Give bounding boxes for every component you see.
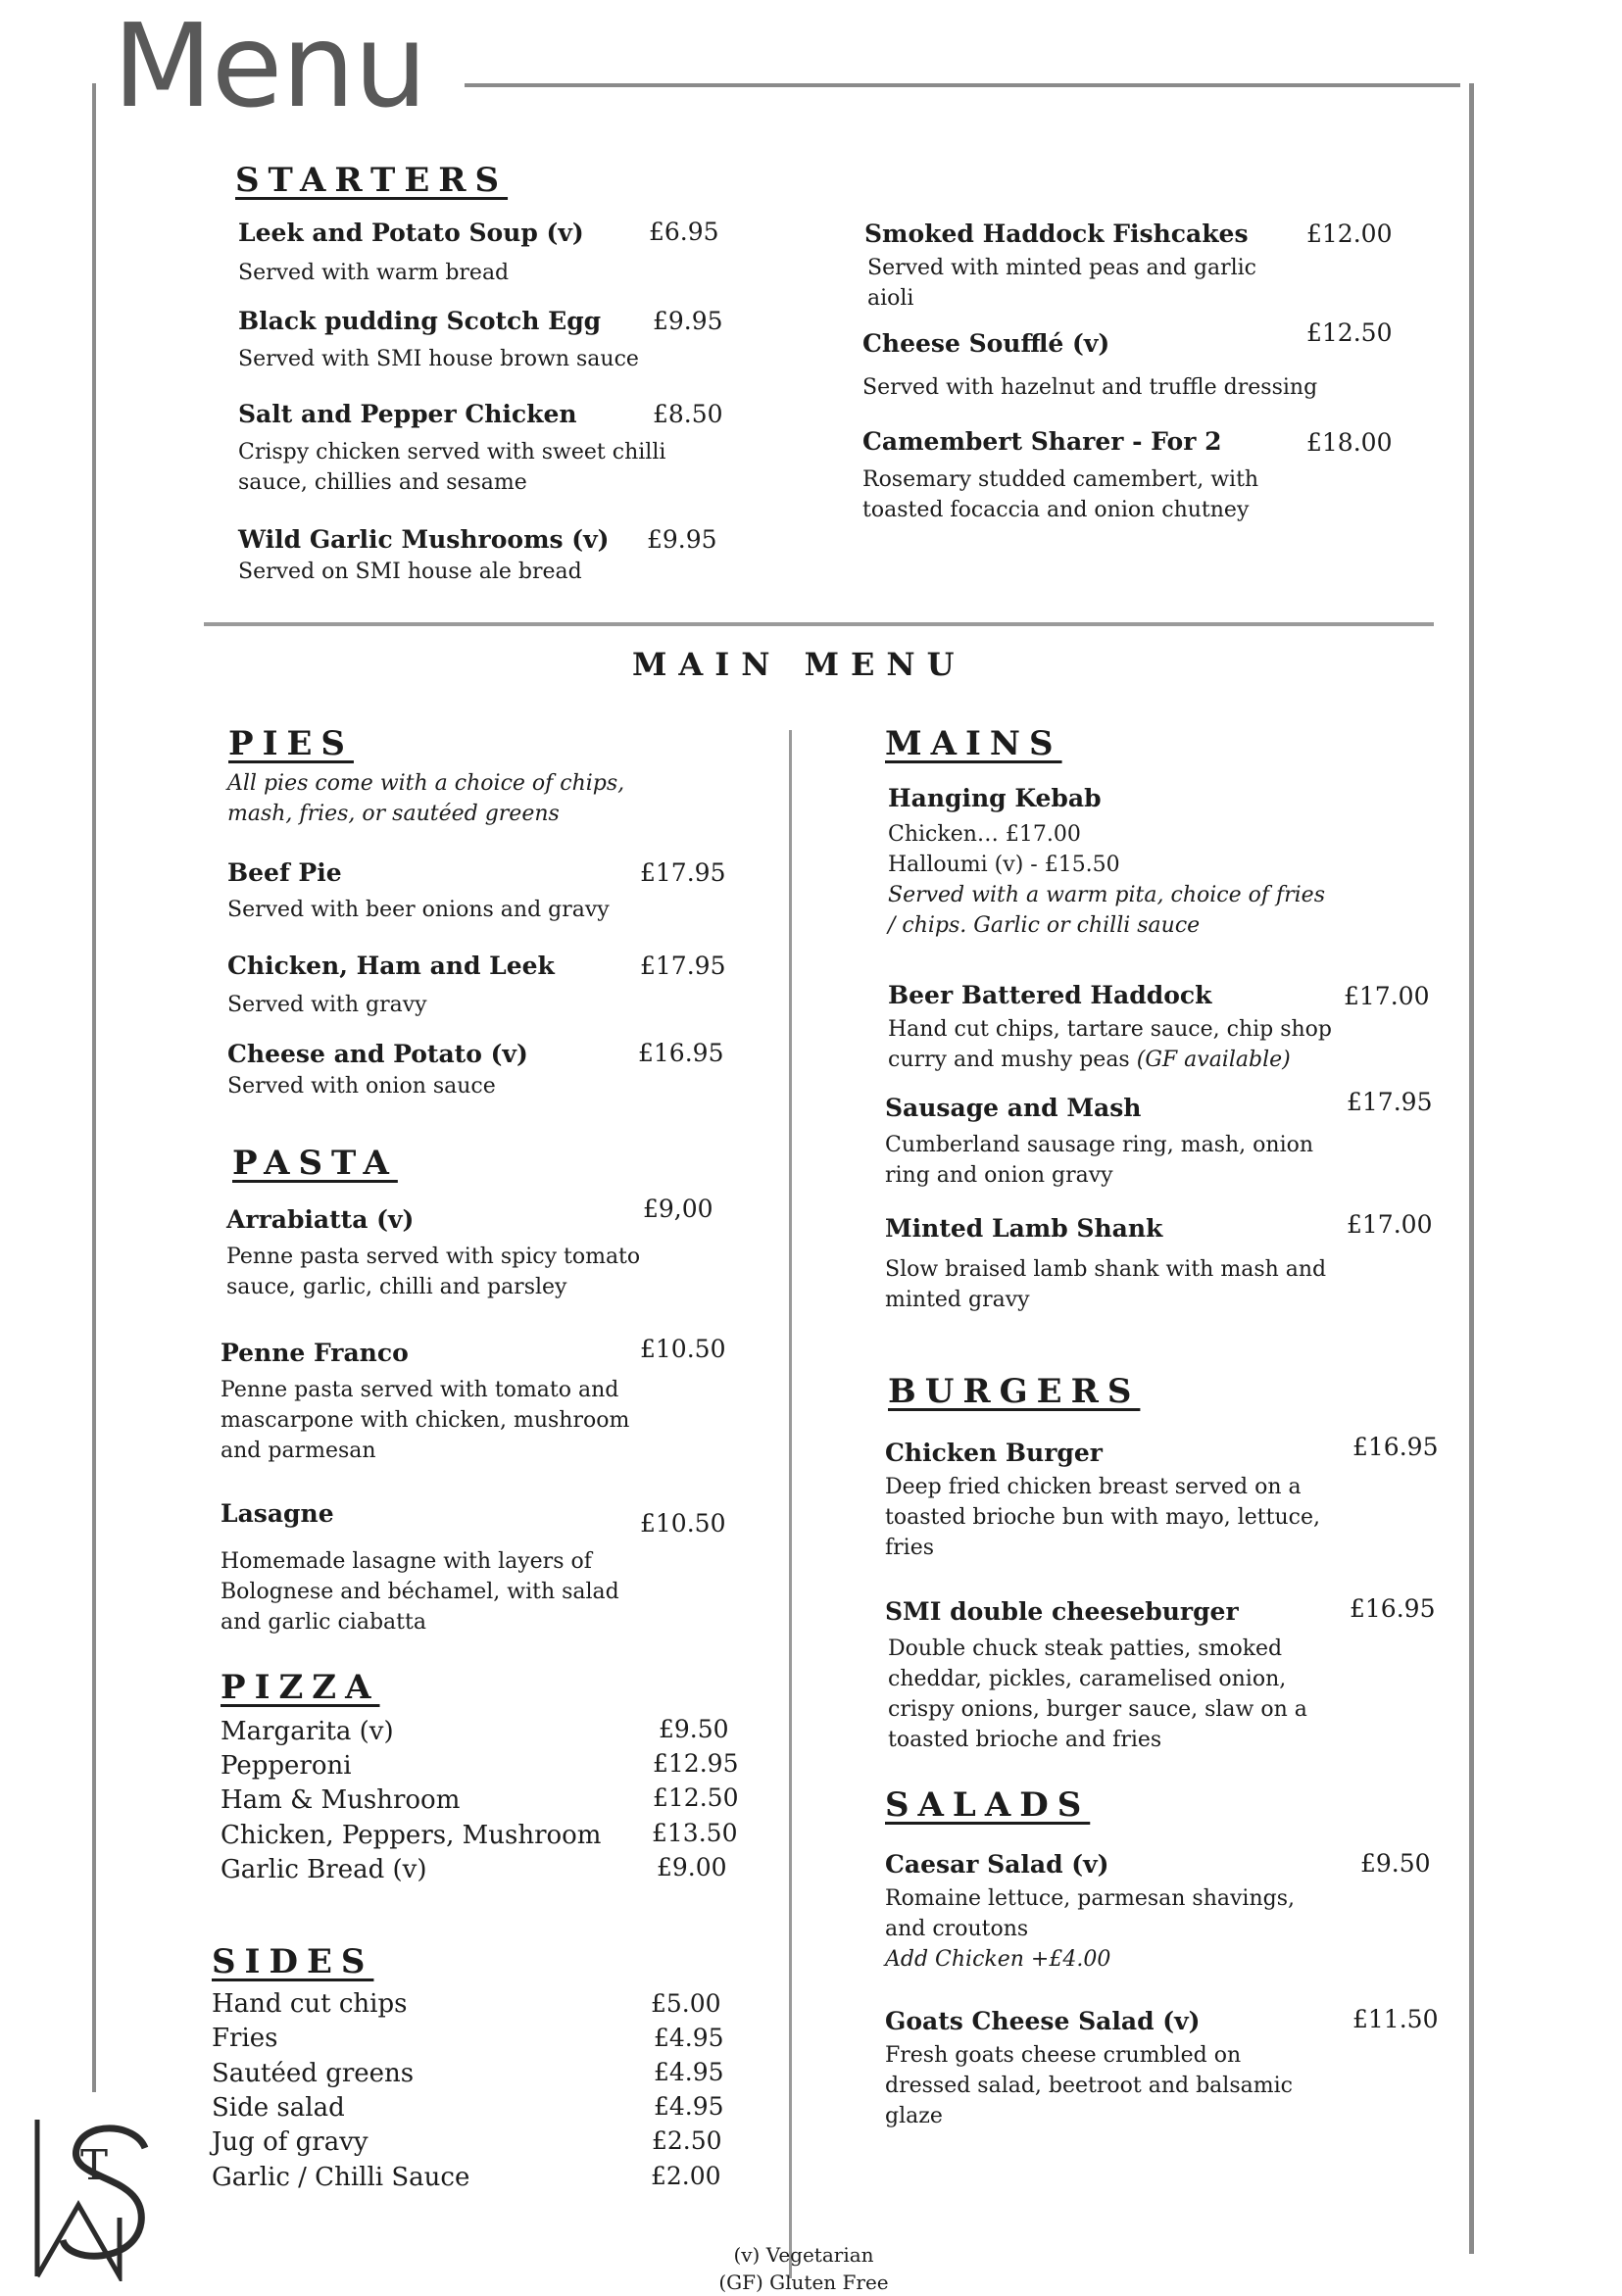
starter-desc: Rosemary studded camembert, with toasted focaccia and onion chutney (862, 467, 1259, 522)
page-title: Menu (113, 0, 426, 133)
pasta-heading: PASTA (232, 1144, 398, 1183)
salad-price: £9.50 (1360, 1849, 1431, 1878)
pasta-price: £10.50 (640, 1509, 726, 1538)
mains-desc: Served with a warm pita, choice of fries / chips. Garlic or chilli sauce (888, 883, 1325, 938)
burger-name: SMI double cheeseburger (885, 1597, 1239, 1626)
pie-desc: Served with gravy (227, 993, 427, 1017)
mains-price: £17.00 (1347, 1210, 1433, 1239)
mains-option: Halloumi (v) - £15.50 (888, 853, 1120, 877)
pizza-price: £12.95 (653, 1749, 739, 1778)
pizza-price: £9.50 (659, 1715, 729, 1743)
pizza-name: Garlic Bread (v) (221, 1855, 427, 1884)
pie-name: Chicken, Ham and Leek (227, 952, 555, 980)
side-name: Garlic / Chilli Sauce (212, 2163, 470, 2192)
salad-desc: Romaine lettuce, parmesan shavings, and croutons (885, 1886, 1295, 1941)
starter-price: £9.95 (653, 307, 723, 335)
starter-desc: Served with SMI house brown sauce (238, 347, 639, 371)
pie-price: £17.95 (640, 858, 726, 887)
mains-price: £17.95 (1347, 1088, 1433, 1116)
main-menu-heading: MAIN MENU (632, 646, 966, 683)
pizza-name: Margarita (v) (221, 1717, 394, 1746)
starter-desc: Crispy chicken served with sweet chilli sauce, chillies and sesame (238, 440, 666, 495)
burger-desc: Double chuck steak patties, smoked cheddar, pickles, caramelised onion, crispy onions, burger sauce, slaw on a toasted brioche and fries (888, 1637, 1307, 1752)
column-divider (789, 730, 792, 2278)
pasta-price: £10.50 (640, 1335, 726, 1363)
mains-option: Chicken… £17.00 (888, 822, 1081, 847)
pasta-desc: Penne pasta served with spicy tomato sauce, garlic, chilli and parsley (226, 1245, 641, 1299)
starter-name: Cheese Soufflé (v) (862, 329, 1110, 358)
burger-desc: Deep fried chicken breast served on a toasted brioche bun with mayo, lettuce, fries (885, 1475, 1320, 1560)
mains-desc (888, 1014, 1339, 1075)
mains-heading: MAINS (885, 724, 1062, 763)
side-name: Jug of gravy (212, 2127, 369, 2157)
mains-name: Sausage and Mash (885, 1094, 1142, 1122)
starter-name: Salt and Pepper Chicken (238, 400, 577, 428)
starter-price: £12.00 (1306, 220, 1393, 248)
legend-vegetarian: (v) Vegetarian (733, 2243, 874, 2267)
burger-price: £16.95 (1350, 1594, 1436, 1623)
starter-price: £6.95 (649, 218, 719, 246)
side-name: Sautéed greens (212, 2059, 415, 2088)
salad-name: Caesar Salad (v) (885, 1850, 1109, 1879)
side-price: £4.95 (654, 2058, 724, 2086)
side-price: £5.00 (651, 1989, 721, 2018)
side-price: £2.50 (652, 2126, 722, 2155)
starter-name: Wild Garlic Mushrooms (v) (238, 525, 610, 554)
pizza-price: £12.50 (653, 1783, 739, 1812)
salad-desc: Fresh goats cheese crumbled on dressed salad, beetroot and balsamic glaze (885, 2043, 1293, 2128)
pasta-desc: Penne pasta served with tomato and mascarpone with chicken, mushroom and parmesan (221, 1378, 630, 1463)
mains-price: £17.00 (1344, 982, 1430, 1010)
pizza-name: Chicken, Peppers, Mushroom (221, 1821, 602, 1850)
pasta-name: Lasagne (221, 1499, 334, 1528)
side-price: £4.95 (654, 2092, 724, 2121)
section-divider (204, 622, 1434, 626)
gf-available-note: (GF available) (1136, 1048, 1291, 1072)
burger-name: Chicken Burger (885, 1439, 1103, 1467)
pie-price: £17.95 (640, 952, 726, 980)
starter-desc: Served with minted peas and garlic aioli (867, 256, 1256, 311)
starter-name: Camembert Sharer - For 2 (862, 427, 1222, 456)
title-rule (465, 83, 1460, 87)
starter-desc: Served with hazelnut and truffle dressing (862, 375, 1318, 400)
pie-name: Cheese and Potato (v) (227, 1040, 528, 1068)
salad-addon: Add Chicken +£4.00 (885, 1947, 1111, 1972)
mains-name: Minted Lamb Shank (885, 1214, 1163, 1243)
starter-desc: Served on SMI house ale bread (238, 560, 582, 584)
pasta-desc: Homemade lasagne with layers of Bolognese and béchamel, with salad and garlic ciabatta (221, 1549, 619, 1635)
starter-desc: Served with warm bread (238, 261, 510, 285)
mains-desc: Cumberland sausage ring, mash, onion ring and onion gravy (885, 1133, 1314, 1188)
side-name: Side salad (212, 2093, 345, 2123)
burgers-heading: BURGERS (888, 1372, 1141, 1411)
starters-heading: STARTERS (235, 161, 509, 200)
starter-price: £18.00 (1306, 428, 1393, 457)
salads-heading: SALADS (885, 1785, 1091, 1825)
svg-text:T: T (80, 2141, 109, 2189)
smi-monogram-logo (29, 2115, 159, 2281)
burger-price: £16.95 (1352, 1433, 1439, 1461)
side-name: Hand cut chips (212, 1989, 408, 2019)
mains-name: Hanging Kebab (888, 784, 1102, 812)
left-border-line (92, 83, 96, 2092)
pasta-price: £9,00 (643, 1195, 713, 1223)
pizza-heading: PIZZA (221, 1668, 380, 1707)
starter-name: Leek and Potato Soup (v) (238, 219, 584, 247)
pizza-name: Ham & Mushroom (221, 1785, 461, 1815)
pizza-price: £13.50 (652, 1819, 738, 1847)
dietary-legend (686, 2241, 921, 2296)
pasta-name: Arrabiatta (v) (226, 1205, 415, 1234)
mains-name: Beer Battered Haddock (888, 981, 1212, 1009)
salad-name: Goats Cheese Salad (v) (885, 2007, 1201, 2035)
starter-name: Black pudding Scotch Egg (238, 307, 602, 335)
right-border-line (1469, 83, 1474, 2254)
pizza-price: £9.00 (657, 1853, 727, 1881)
pies-note: All pies come with a choice of chips, mash, fries, or sautéed greens (227, 771, 625, 826)
pie-price: £16.95 (638, 1039, 724, 1067)
starter-price: £8.50 (653, 400, 723, 428)
starter-price: £12.50 (1306, 318, 1393, 347)
pie-desc: Served with onion sauce (227, 1074, 496, 1099)
side-name: Fries (212, 2024, 278, 2053)
pie-desc: Served with beer onions and gravy (227, 898, 610, 922)
sides-heading: SIDES (212, 1942, 374, 1981)
mains-desc: Slow braised lamb shank with mash and minted gravy (885, 1257, 1327, 1312)
salad-price: £11.50 (1352, 2005, 1439, 2033)
side-price: £2.00 (651, 2162, 721, 2190)
starter-price: £9.95 (647, 525, 717, 554)
pizza-name: Pepperoni (221, 1751, 352, 1781)
pie-name: Beef Pie (227, 858, 342, 887)
pies-heading: PIES (228, 724, 354, 763)
legend-gluten-free: (GF) Gluten Free (718, 2271, 889, 2294)
side-price: £4.95 (654, 2024, 724, 2052)
pasta-name: Penne Franco (221, 1339, 409, 1367)
mains-desc-text: Hand cut chips, tartare sauce, chip shop curry and mushy peas (888, 1017, 1333, 1072)
starter-name: Smoked Haddock Fishcakes (864, 220, 1249, 248)
